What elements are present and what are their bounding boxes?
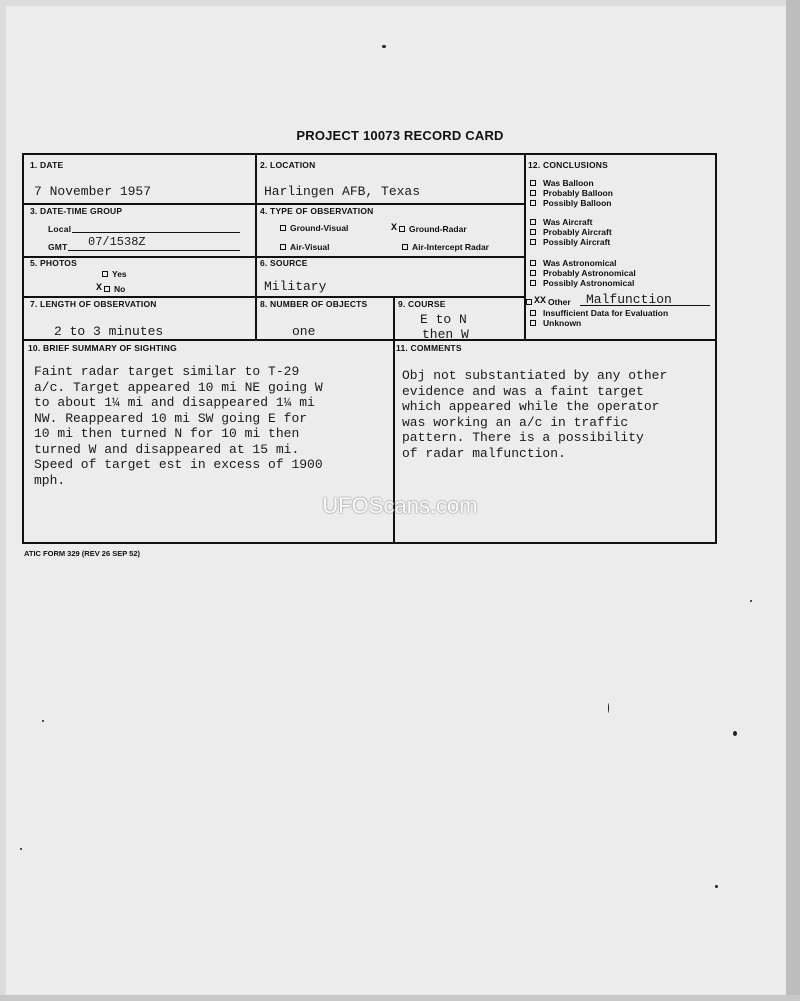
photos-yes-label: Yes xyxy=(112,269,127,279)
objects-value: one xyxy=(292,324,316,339)
checkbox-icon xyxy=(530,229,536,235)
checkbox-icon xyxy=(280,225,286,231)
conclusion-label: Probably Astronomical xyxy=(543,268,636,278)
conclusion-label: Probably Aircraft xyxy=(543,227,612,237)
card-title: PROJECT 10073 RECORD CARD xyxy=(296,128,504,143)
option-air-intercept xyxy=(402,242,489,252)
conclusion-was-balloon xyxy=(530,178,594,188)
checkbox-icon xyxy=(104,286,110,292)
source-label: 6. SOURCE xyxy=(260,258,308,268)
checkbox-icon xyxy=(530,200,536,206)
conclusion-label: Was Balloon xyxy=(543,178,594,188)
record-card xyxy=(22,153,717,544)
scan-speck xyxy=(608,703,609,713)
conclusion-label: Possibly Balloon xyxy=(543,198,612,208)
grid-hline-1 xyxy=(24,203,524,205)
comments-label: 11. COMMENTS xyxy=(396,343,462,353)
form-identifier: ATIC FORM 329 (REV 26 SEP 52) xyxy=(24,549,141,558)
length-label: 7. LENGTH OF OBSERVATION xyxy=(30,299,157,309)
type-label: 4. TYPE OF OBSERVATION xyxy=(260,206,374,216)
course-label: 9. COURSE xyxy=(398,299,446,309)
watermark: UFOScans.com xyxy=(322,493,478,518)
checkbox-icon xyxy=(530,190,536,196)
scan-speck xyxy=(382,45,386,48)
course-value-line1: E to N xyxy=(420,312,467,327)
dtg-local-label: Local xyxy=(48,224,72,234)
length-value: 2 to 3 minutes xyxy=(54,324,164,339)
grid-vline-conclusions xyxy=(524,155,526,340)
grid-hline-3 xyxy=(24,296,524,298)
scan-speck xyxy=(733,731,737,736)
checkbox-icon xyxy=(526,299,532,305)
checkbox-icon xyxy=(402,244,408,250)
photos-label: 5. PHOTOS xyxy=(30,258,77,268)
photos-no-label: No xyxy=(114,283,126,294)
conclusion-label: Was Aircraft xyxy=(543,217,593,227)
conclusion-label: Unknown xyxy=(543,318,582,328)
checkbox-icon xyxy=(280,244,286,250)
location-label: 2. LOCATION xyxy=(260,160,316,170)
checkbox-icon xyxy=(530,320,536,326)
check-mark-icon: X xyxy=(96,283,103,294)
checkbox-icon xyxy=(530,280,536,286)
grid-vline-main xyxy=(255,155,257,340)
conclusion-other xyxy=(526,296,571,307)
conclusion-other-value: Malfunction xyxy=(586,292,672,307)
scan-speck xyxy=(42,720,44,722)
conclusion-label: Probably Balloon xyxy=(543,188,613,198)
date-label: 1. DATE xyxy=(30,160,64,170)
course-value-line2: then W xyxy=(422,327,469,339)
conclusion-label: Possibly Aircraft xyxy=(543,237,611,247)
option-ground-radar-label: Ground-Radar xyxy=(409,223,467,234)
comments-text: Obj not substantiated by any other evidence and was a faint target which appeared while the operator was working an a/c in traffic pattern. There is a possibility of radar malfunction. xyxy=(402,368,668,461)
conclusion-insufficient xyxy=(530,308,668,318)
conclusion-probably-aircraft xyxy=(530,227,612,237)
scan-edge-bottom xyxy=(0,995,800,1001)
dtg-gmt-value: 07/1538Z xyxy=(88,235,146,249)
objects-label: 8. NUMBER OF OBJECTS xyxy=(260,299,368,309)
checkbox-icon xyxy=(530,180,536,186)
conclusion-label: Possibly Astronomical xyxy=(543,278,635,288)
option-ground-visual xyxy=(280,223,348,233)
option-air-visual-label: Air-Visual xyxy=(290,242,330,252)
conclusion-label: Insufficient Data for Evaluation xyxy=(543,308,669,318)
conclusion-was-aircraft xyxy=(530,217,592,227)
conclusion-was-astronomical xyxy=(530,258,617,268)
conclusion-possibly-aircraft xyxy=(530,237,610,247)
dtg-label: 3. DATE-TIME GROUP xyxy=(30,206,123,216)
scan-speck xyxy=(715,885,718,888)
location-value: Harlingen AFB, Texas xyxy=(264,184,421,199)
scan-speck xyxy=(20,848,22,850)
option-ground-radar xyxy=(391,223,467,234)
conclusion-possibly-balloon xyxy=(530,198,612,208)
scan-speck xyxy=(750,600,752,602)
checkbox-icon xyxy=(102,271,108,277)
conclusion-possibly-astronomical xyxy=(530,278,634,288)
conclusion-other-label: Other xyxy=(548,296,571,307)
conclusion-unknown xyxy=(530,318,581,328)
dtg-local-line xyxy=(72,232,240,233)
photos-yes xyxy=(102,269,127,279)
conclusion-probably-astronomical xyxy=(530,268,636,278)
checkbox-icon xyxy=(399,226,405,232)
summary-label: 10. BRIEF SUMMARY OF SIGHTING xyxy=(28,343,177,353)
checkbox-icon xyxy=(530,239,536,245)
checkbox-icon xyxy=(530,260,536,266)
source-value: Military xyxy=(264,279,327,294)
summary-text: Faint radar target similar to T-29 a/c. Target appeared 10 mi NE going W to about 1¼ mi and disappeared 1¼ mi NW. Reappeared 10 mi SW going E for 10 mi then turned N for 10 mi then turned W and disappeared at 15 mi. Speed of target est in excess of 1900 mph. xyxy=(34,364,323,488)
check-mark-icon: X xyxy=(534,296,541,307)
option-air-intercept-label: Air-Intercept Radar xyxy=(412,242,489,252)
conclusions-label: 12. CONCLUSIONS xyxy=(528,160,608,170)
conclusion-label: Was Astronomical xyxy=(543,258,617,268)
option-air-visual xyxy=(280,242,330,252)
checkbox-icon xyxy=(530,219,536,225)
date-value: 7 November 1957 xyxy=(34,184,152,199)
photos-no xyxy=(96,283,125,294)
dtg-gmt-label: GMT xyxy=(48,242,68,252)
checkbox-icon xyxy=(530,270,536,276)
check-mark-icon: X xyxy=(391,223,398,234)
grid-hline-4 xyxy=(24,339,715,341)
check-mark-icon: X xyxy=(540,296,547,307)
checkbox-icon xyxy=(530,310,536,316)
dtg-gmt-line xyxy=(68,250,240,251)
option-ground-visual-label: Ground-Visual xyxy=(290,223,349,233)
conclusion-probably-balloon xyxy=(530,188,613,198)
